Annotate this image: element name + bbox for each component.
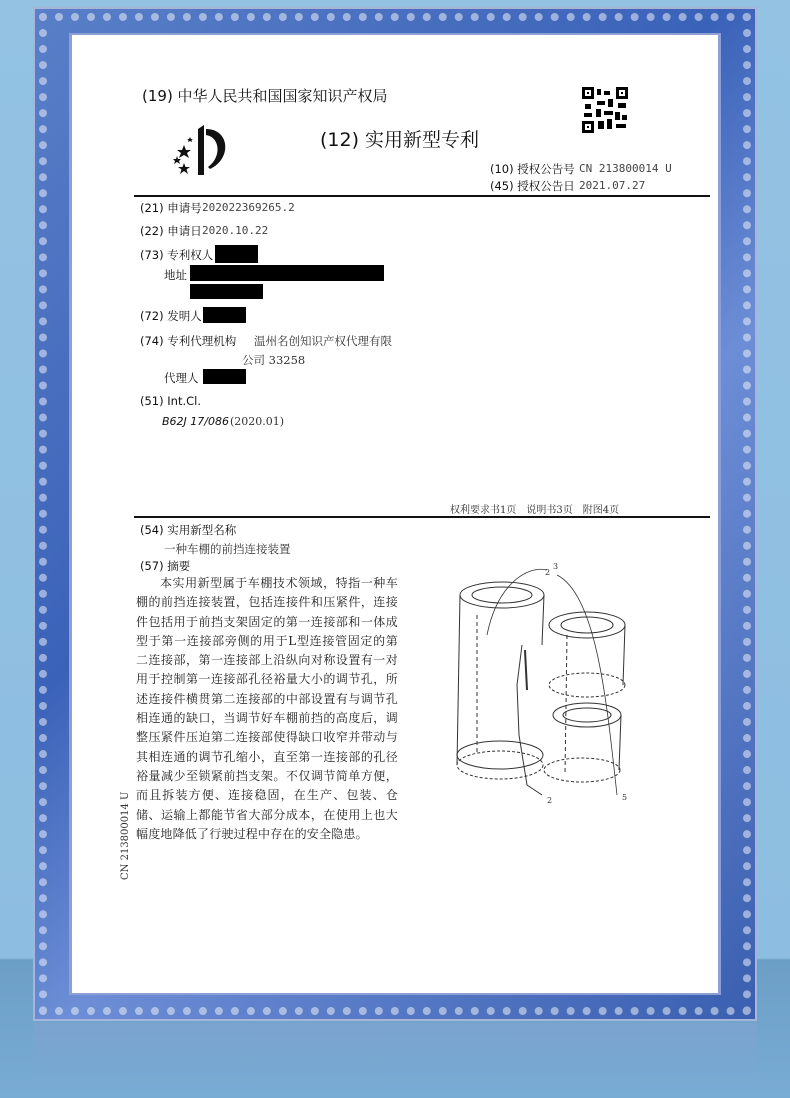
- qr-code-icon: [582, 87, 628, 133]
- patent-drawing: [447, 555, 647, 805]
- intcl-version: (2020.01): [230, 415, 285, 428]
- application-date-label: (22) 申请日: [140, 224, 202, 238]
- application-number-label: (21) 申请号: [140, 201, 202, 215]
- drawing-label: 2: [547, 796, 553, 805]
- redacted-address-line2: [190, 284, 263, 299]
- document-type: (12) 实用新型专利: [320, 129, 480, 151]
- drawing-label: 2: [545, 568, 551, 577]
- patent-certificate: [72, 35, 718, 993]
- cnipa-logo-icon: [172, 123, 234, 175]
- section-divider: [134, 516, 710, 518]
- application-number: 202022369265.2: [202, 201, 295, 214]
- agency-label: (74) 专利代理机构: [140, 334, 237, 348]
- drawing-label: 3: [553, 562, 559, 571]
- redacted-agent: [203, 369, 246, 384]
- inventor-label: (72) 发明人: [140, 309, 202, 323]
- publication-number-label: (10) 授权公告号: [490, 162, 575, 176]
- agency-name: 温州名创知识产权代理有限: [254, 334, 392, 348]
- header-divider: [134, 195, 710, 197]
- address-label: 地址: [164, 268, 187, 282]
- publication-date: 2021.07.27: [579, 179, 646, 192]
- drawing-label: 5: [622, 793, 628, 802]
- utility-model-title: 一种车棚的前挡连接装置: [164, 542, 291, 556]
- page-counts: 权利要求书1页 说明书3页 附图4页: [450, 505, 620, 516]
- redacted-address: [190, 265, 384, 281]
- intcl-label: (51) Int.Cl.: [140, 394, 201, 408]
- title-label: (54) 实用新型名称: [140, 523, 237, 537]
- side-publication-code: CN 213800014 U: [120, 791, 131, 880]
- frame-reflection: [33, 1023, 757, 1083]
- patentee-label: (73) 专利权人: [140, 248, 214, 262]
- application-date: 2020.10.22: [202, 224, 269, 237]
- abstract-label: (57) 摘要: [140, 559, 191, 573]
- intcl-code: B62J 17/086: [162, 415, 229, 428]
- redacted-patentee: [215, 245, 258, 263]
- abstract-text: 本实用新型属于车棚技术领域，特指一种车棚的前挡连接装置，包括连接件和压紧件，连接件包括用于前挡支架固定的第一连接部和一体成型于第一连接部旁侧的用于L型连接管固定的第二连接部，第一连接部上沿纵向对称设置有一对用于控制第一连接部孔径裕量大小的调节孔，所述连接件横贯第二连接部的中部设置有与调节孔相连通的缺口，当调节好车棚前挡的高度后，调整压紧件压迫第二连接部使得缺口收窄并带动与其相连通的调节孔缩小，直至第一连接部的孔径裕量减少至锁紧前挡支架。不仅调节简单方便，而且拆装方便、连接稳固，在生产、包装、仓储、运输上都能节省大部分成本，在使用上也大幅度地降低了行驶过程中存在的安全隐患。: [136, 576, 398, 841]
- agency-name-line2: 公司 33258: [242, 353, 306, 367]
- publication-number: CN 213800014 U: [579, 162, 672, 175]
- redacted-inventor: [203, 307, 246, 323]
- agent-label: 代理人: [164, 371, 199, 385]
- office-name: (19) 中华人民共和国国家知识产权局: [142, 87, 388, 105]
- publication-date-label: (45) 授权公告日: [490, 179, 575, 193]
